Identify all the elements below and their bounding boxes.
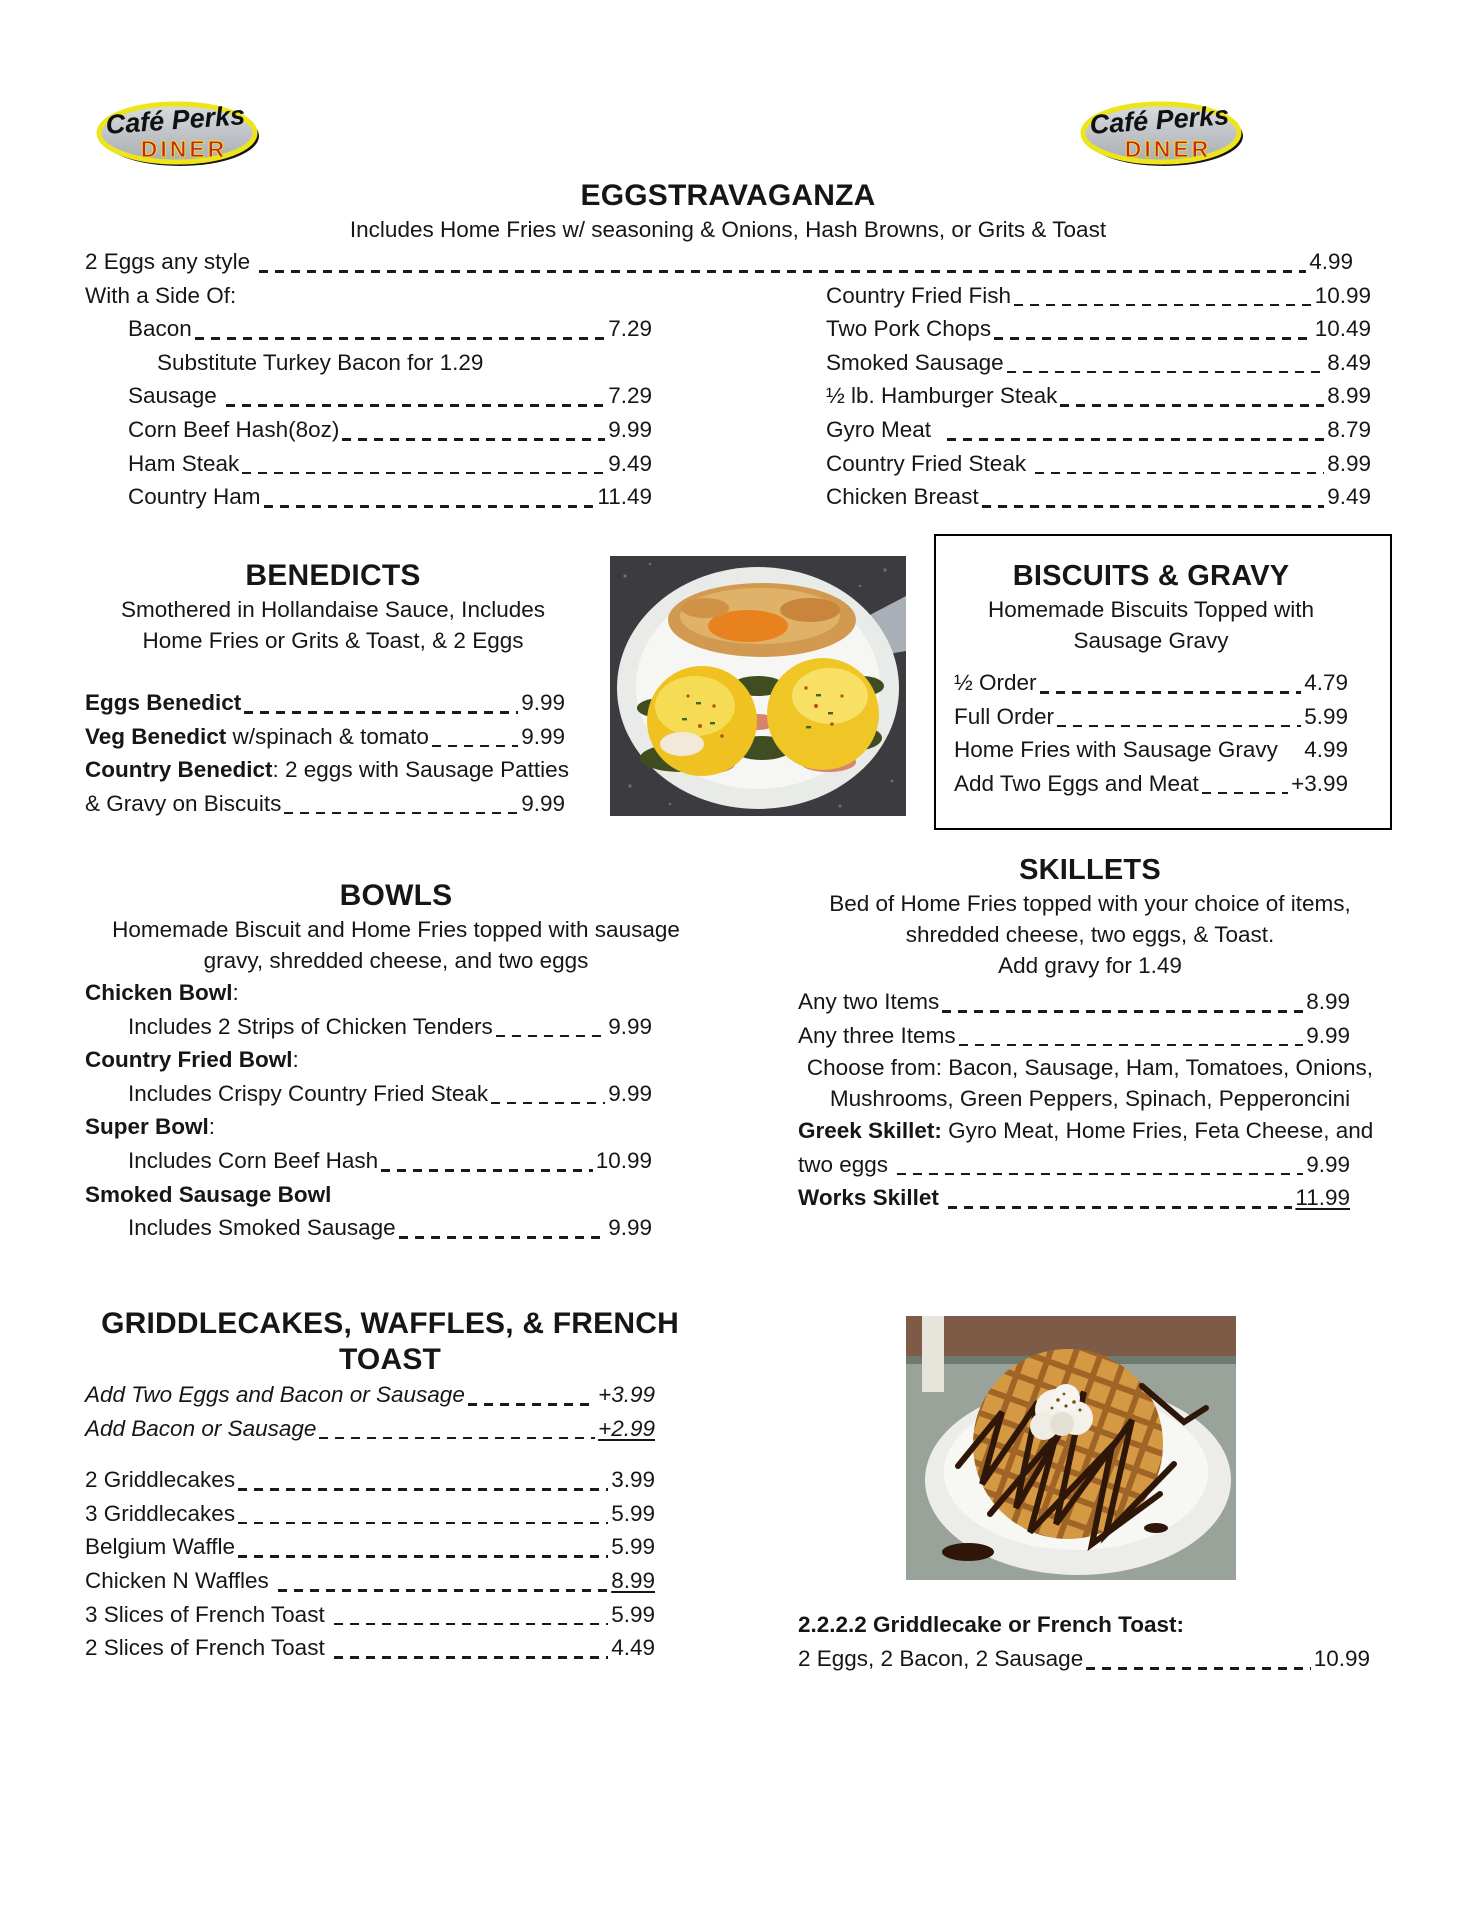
menu-item-belgium-waffle [85,1530,655,1564]
item-description: Gyro Meat, Home Fries, Feta Cheese, and [941,1118,1374,1144]
menu-item-full-order [954,700,1348,734]
section-combo [798,1608,1370,1676]
item-name: Sausage [128,383,224,409]
menu-item-country-fried-fish [826,279,1371,313]
item-price: 8.49 [1327,349,1371,375]
item-price: 8.99 [611,1567,655,1593]
menu-item-ham-steak [85,447,652,481]
dotted-leader [942,1010,1303,1013]
dotted-leader [982,505,1325,508]
dotted-leader [238,1488,608,1491]
section-subtitle: Homemade Biscuit and Home Fries topped with sausage [112,917,680,942]
logo-diner-text: DINER [140,136,228,162]
section-subtitle: Add gravy for 1.49 [998,953,1182,978]
item-price: 4.79 [1304,670,1348,695]
menu-item-country-fried-steak [826,447,1371,481]
menu-item-bacon [85,312,652,346]
menu-item-super-bowl-detail [85,1144,652,1178]
item-price: 8.79 [1327,416,1371,442]
item-price: 9.49 [608,450,652,476]
item-name: Veg Benedict [85,723,227,749]
menu-item-hamburger-steak [826,379,1371,413]
dotted-leader [342,438,605,441]
menu-item-home-fries-gravy [954,733,1348,767]
menu-item-3-french-toast [85,1598,655,1632]
menu-item-2-eggs [85,245,1353,279]
item-price: 11.49 [597,484,652,510]
item-price: +2.99 [598,1415,655,1441]
item-name: Country Fried Fish [826,282,1012,308]
dotted-leader [1035,472,1324,475]
item-price: 9.99 [1306,1022,1350,1048]
menu-item-smoked-sausage-bowl-detail [85,1211,652,1245]
item-price: 7.29 [608,383,652,409]
dotted-leader [959,1044,1304,1047]
item-price: 5.99 [611,1601,655,1627]
item-price: 9.99 [1306,1151,1350,1177]
section-benedicts [85,558,581,820]
item-price: 4.99 [1309,249,1353,274]
item-price: 9.99 [521,690,565,715]
item-name: 3 Griddlecakes [85,1500,236,1526]
item-price: +3.99 [1291,770,1348,796]
dotted-leader [244,711,518,714]
item-price: 8.99 [1306,989,1350,1014]
item-price: 9.99 [608,416,652,442]
dotted-leader [1014,304,1312,307]
menu-item-sausage [85,379,652,413]
item-name: Bacon [128,316,192,342]
skillets-items [798,985,1382,1215]
menu-item-chicken-breast [826,480,1371,514]
section-subtitle: Bed of Home Fries topped with your choice of items, [829,891,1351,916]
dotted-leader [238,1522,608,1525]
logo-script-text: Café Perks [104,100,247,140]
menu-item-smoked-sausage-bowl [85,1178,652,1212]
section-subtitle: Homemade Biscuits Topped with [988,597,1314,622]
dotted-leader [994,337,1312,340]
item-name: Home Fries with Sausage Gravy [954,737,1278,763]
section-subtitle: Home Fries or Grits & Toast, & 2 Eggs [142,628,524,653]
section-biscuits-and-gravy [934,534,1392,830]
item-price: +3.99 [598,1382,655,1407]
item-description: Includes Corn Beef Hash [128,1147,379,1173]
item-price: 5.99 [611,1534,655,1560]
menu-item-add-eggs-meat [954,767,1348,801]
dotted-leader [319,1437,595,1440]
section-title: SKILLETS [1019,854,1161,886]
item-name: Super Bowl [85,1114,209,1140]
dotted-leader [1202,792,1288,795]
item-name: Belgium Waffle [85,1534,236,1560]
menu-item-country-benedict [85,753,569,787]
dotted-leader [284,812,518,815]
section-title: EGGSTRAVAGANZA [580,179,876,212]
dotted-leader [1086,1667,1310,1670]
section-title: GRIDDLECAKES, WAFFLES, & FRENCH [101,1307,679,1340]
eggstravaganza-left-column [85,279,652,514]
section-title: BOWLS [339,879,453,912]
item-name: Eggs Benedict [85,690,242,715]
item-price: 10.49 [1314,316,1371,342]
menu-item-add-bacon [85,1412,655,1446]
menu-item-any-two [798,985,1350,1019]
menu-item-country-fried-bowl: Country Fried Bowl : [85,1043,652,1077]
item-name: Smoked Sausage Bowl [85,1181,332,1207]
dotted-leader [491,1102,605,1105]
hash-browns [668,583,856,657]
item-name: Chicken Bowl [85,980,233,1005]
section-title-line2: TOAST [338,1343,442,1376]
item-price: 8.99 [1327,450,1371,476]
spacer [85,656,581,686]
item-name: Chicken N Waffles [85,1567,276,1593]
menu-item-corn-beef-hash [85,413,652,447]
logo-script-text: Café Perks [1088,100,1231,140]
item-name: Add Bacon or Sausage [85,1415,317,1441]
item-price: 4.99 [1304,737,1348,763]
dotted-leader [1040,691,1302,694]
item-price: 5.99 [1304,703,1348,729]
item-name: Gyro Meat [826,416,944,442]
dotted-leader [226,404,605,407]
menu-item-country-ham [85,480,652,514]
menu-item-greek-skillet-line2 [798,1148,1350,1182]
item-price: 4.49 [611,1635,655,1661]
item-name: ½ lb. Hamburger Steak [826,383,1058,409]
item-price: 10.99 [1313,1646,1370,1671]
item-price: 5.99 [611,1500,655,1526]
spacer [85,1445,695,1463]
menu-item-any-three [798,1019,1350,1053]
dotted-leader [242,472,605,475]
dotted-leader [1060,404,1324,407]
menu-item-3-griddlecakes [85,1497,655,1531]
dotted-leader [259,270,1306,273]
item-description: Includes Crispy Country Fried Steak [128,1080,489,1106]
item-description: & Gravy on Biscuits [85,790,282,816]
cafe-perks-logo [1080,98,1244,168]
item-description: two eggs [798,1151,895,1177]
menu-item-eggs-benedict [85,686,565,720]
item-name: Full Order [954,703,1055,729]
dotted-leader [897,1173,1303,1176]
item-name: 2 Eggs any style [85,249,257,274]
section-subtitle: Sausage Gravy [1073,628,1229,653]
section-subtitle: gravy, shredded cheese, and two eggs [203,948,589,973]
menu-item-super-bowl: Super Bowl : [85,1110,652,1144]
menu-item-smoked-sausage [826,346,1371,380]
menu-item-2-french-toast [85,1631,655,1665]
item-name: Greek Skillet: [798,1118,942,1144]
item-description: : 2 eggs with Sausage Patties [272,757,569,783]
item-price: 3.99 [611,1467,655,1493]
logo-diner-text: DINER [1124,136,1212,162]
waffle-photo [906,1316,1236,1580]
white-post [922,1316,944,1392]
item-name: Country Fried Bowl [85,1047,293,1073]
item-name: ½ Order [954,670,1037,695]
side-of-label: With a Side Of: [85,282,237,308]
menu-item-gyro-meat [826,413,1371,447]
item-price: 9.49 [1327,484,1371,510]
item-name: Add Two Eggs and Meat [954,770,1199,796]
dotted-leader [1057,725,1301,728]
choose-from-line: Mushrooms, Green Peppers, Spinach, Pepperoncini [829,1086,1351,1112]
dotted-leader [399,1236,606,1239]
dotted-leader [195,337,605,340]
menu-item-2-griddlecakes [85,1463,655,1497]
item-name: 2 Eggs, 2 Bacon, 2 Sausage [798,1646,1084,1671]
dotted-leader [381,1169,593,1172]
section-eggstravaganza [85,178,1371,514]
chocolate-pool [942,1543,994,1561]
dotted-leader [1007,371,1325,374]
item-name: Two Pork Chops [826,316,992,342]
item-description: Includes 2 Strips of Chicken Tenders [128,1013,493,1039]
section-bowls [85,878,707,1245]
item-name: Works Skillet [798,1185,946,1211]
item-price: 9.99 [521,723,565,749]
item-name: Any three Items [798,1022,956,1048]
dotted-leader [468,1403,595,1406]
item-name: Smoked Sausage [826,349,1004,375]
item-description: Includes Smoked Sausage [128,1215,396,1241]
section-griddlecakes [85,1306,695,1665]
item-name: Add Two Eggs and Bacon or Sausage [85,1382,465,1407]
item-price: 9.99 [608,1080,652,1106]
combo-title: 2.2.2.2 Griddlecake or French Toast: [798,1612,1184,1637]
menu-item-add-eggs-bacon [85,1378,655,1412]
menu-item-country-benedict-line2 [85,787,565,821]
substitute-note: Substitute Turkey Bacon for 1.29 [157,349,484,375]
item-name: Any two Items [798,989,940,1014]
choose-from-line: Choose from: Bacon, Sausage, Ham, Tomatoes, Onions, [806,1055,1374,1081]
dotted-leader [947,438,1325,441]
menu-item-veg-benedict [85,720,565,754]
menu-item-chicken-bowl-detail [85,1010,652,1044]
item-price: 7.29 [608,316,652,342]
menu-item-country-fried-bowl-detail [85,1077,652,1111]
dotted-leader [334,1623,608,1626]
menu-item-combo [798,1642,1370,1676]
menu-item-half-order [954,666,1348,700]
dotted-leader [948,1206,1292,1209]
menu-item-chicken-n-waffles [85,1564,655,1598]
eggstravaganza-columns [85,279,1371,514]
section-skillets [798,852,1382,1215]
item-name: Country Fried Steak [826,450,1033,476]
section-title: BISCUITS & GRAVY [1012,560,1290,592]
chocolate-drop [1144,1523,1168,1533]
eggstravaganza-right-column [826,279,1371,514]
item-price: 10.99 [595,1147,652,1173]
item-name: Ham Steak [128,450,240,476]
section-subtitle: shredded cheese, two eggs, & Toast. [905,922,1275,947]
item-description: w/spinach & tomato [226,723,429,749]
item-price: 8.99 [1327,383,1371,409]
cafe-perks-logo [96,98,260,168]
menu-item-two-pork-chops [826,312,1371,346]
item-name: 2 Griddlecakes [85,1467,236,1493]
biscuits-gravy-items [954,666,1348,800]
item-price: 9.99 [521,790,565,816]
dotted-leader [264,505,595,508]
section-subtitle: Includes Home Fries w/ seasoning & Onions, Hash Browns, or Grits & Toast [349,217,1107,242]
item-price: 9.99 [608,1215,652,1241]
item-name: 3 Slices of French Toast [85,1601,331,1627]
item-price: 9.99 [608,1013,652,1039]
section-subtitle: Smothered in Hollandaise Sauce, Includes [120,597,545,622]
item-name: Country Benedict [85,757,273,783]
eggs-benedict-photo [610,556,906,816]
item-name: 2 Slices of French Toast [85,1635,331,1661]
dotted-leader [496,1035,605,1038]
menu-item-chicken-bowl: Chicken Bowl : [85,976,652,1010]
item-name: Country Ham [128,484,261,510]
menu-item-works-skillet [798,1181,1350,1215]
menu-item-greek-skillet [798,1114,1374,1148]
dotted-leader [432,745,518,748]
section-title: BENEDICTS [245,559,421,592]
item-price: 11.99 [1295,1185,1350,1211]
blank-leader [1281,758,1301,761]
dotted-leader [238,1555,608,1558]
item-price: 10.99 [1314,282,1371,308]
dotted-leader [278,1589,608,1592]
item-name: Chicken Breast [826,484,979,510]
item-name: Corn Beef Hash(8oz) [128,416,340,442]
dotted-leader [334,1656,608,1659]
